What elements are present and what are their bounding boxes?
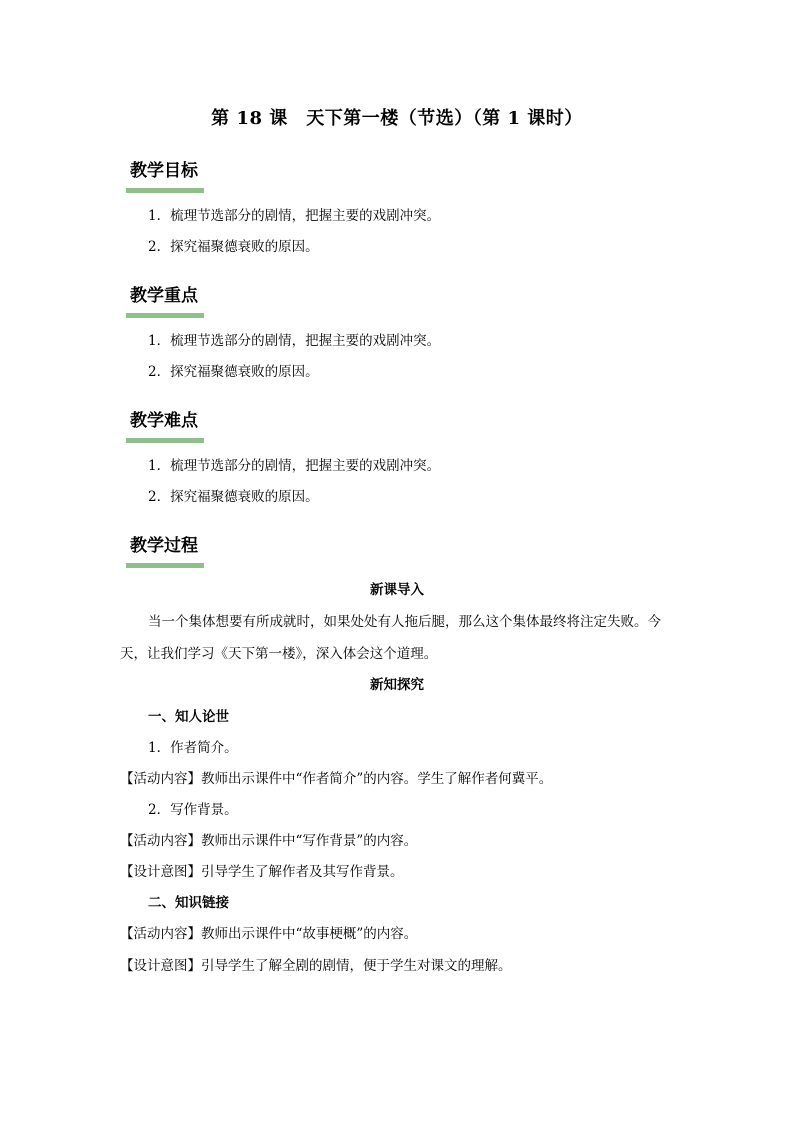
part-one-heading: 一、知人论世 <box>148 709 229 725</box>
part-one-item: 2．写作背景。 <box>148 802 238 818</box>
difficulty-item: 1．梳理节选部分的剧情，把握主要的戏剧冲突。 <box>148 458 441 474</box>
key-point-item: 1．梳理节选部分的剧情，把握主要的戏剧冲突。 <box>148 333 441 349</box>
part-two-heading: 二、知识链接 <box>148 895 229 911</box>
intro-paragraph-line: 当一个集体想要有所成就时，如果处处有人拖后腿，那么这个集体最终将注定失败。今 <box>148 614 661 630</box>
activity-content: 【活动内容】教师出示课件中“故事梗概”的内容。 <box>120 926 418 942</box>
design-intent: 【设计意图】引导学生了解全剧的剧情，便于学生对课文的理解。 <box>120 958 512 974</box>
objective-item: 2．探究福聚德衰败的原因。 <box>148 239 319 255</box>
section-heading-key-points: 教学重点 <box>126 285 204 318</box>
intro-subheading: 新课导入 <box>370 582 424 598</box>
activity-content: 【活动内容】教师出示课件中“写作背景”的内容。 <box>120 833 418 849</box>
design-intent: 【设计意图】引导学生了解作者及其写作背景。 <box>120 864 404 880</box>
section-heading-objectives: 教学目标 <box>126 160 204 193</box>
lesson-title: 第 18 课 天下第一楼（节选）（第 1 课时） <box>211 108 583 129</box>
explore-subheading: 新知探究 <box>370 677 424 693</box>
activity-content: 【活动内容】教师出示课件中“作者简介”的内容。学生了解作者何冀平。 <box>120 771 553 787</box>
section-heading-difficulties: 教学难点 <box>126 410 204 443</box>
part-one-item: 1．作者简介。 <box>148 740 238 756</box>
intro-paragraph-line: 天，让我们学习《天下第一楼》，深入体会这个道理。 <box>120 646 438 662</box>
section-heading-process: 教学过程 <box>126 535 204 568</box>
difficulty-item: 2．探究福聚德衰败的原因。 <box>148 489 319 505</box>
objective-item: 1．梳理节选部分的剧情，把握主要的戏剧冲突。 <box>148 208 441 224</box>
key-point-item: 2．探究福聚德衰败的原因。 <box>148 364 319 380</box>
